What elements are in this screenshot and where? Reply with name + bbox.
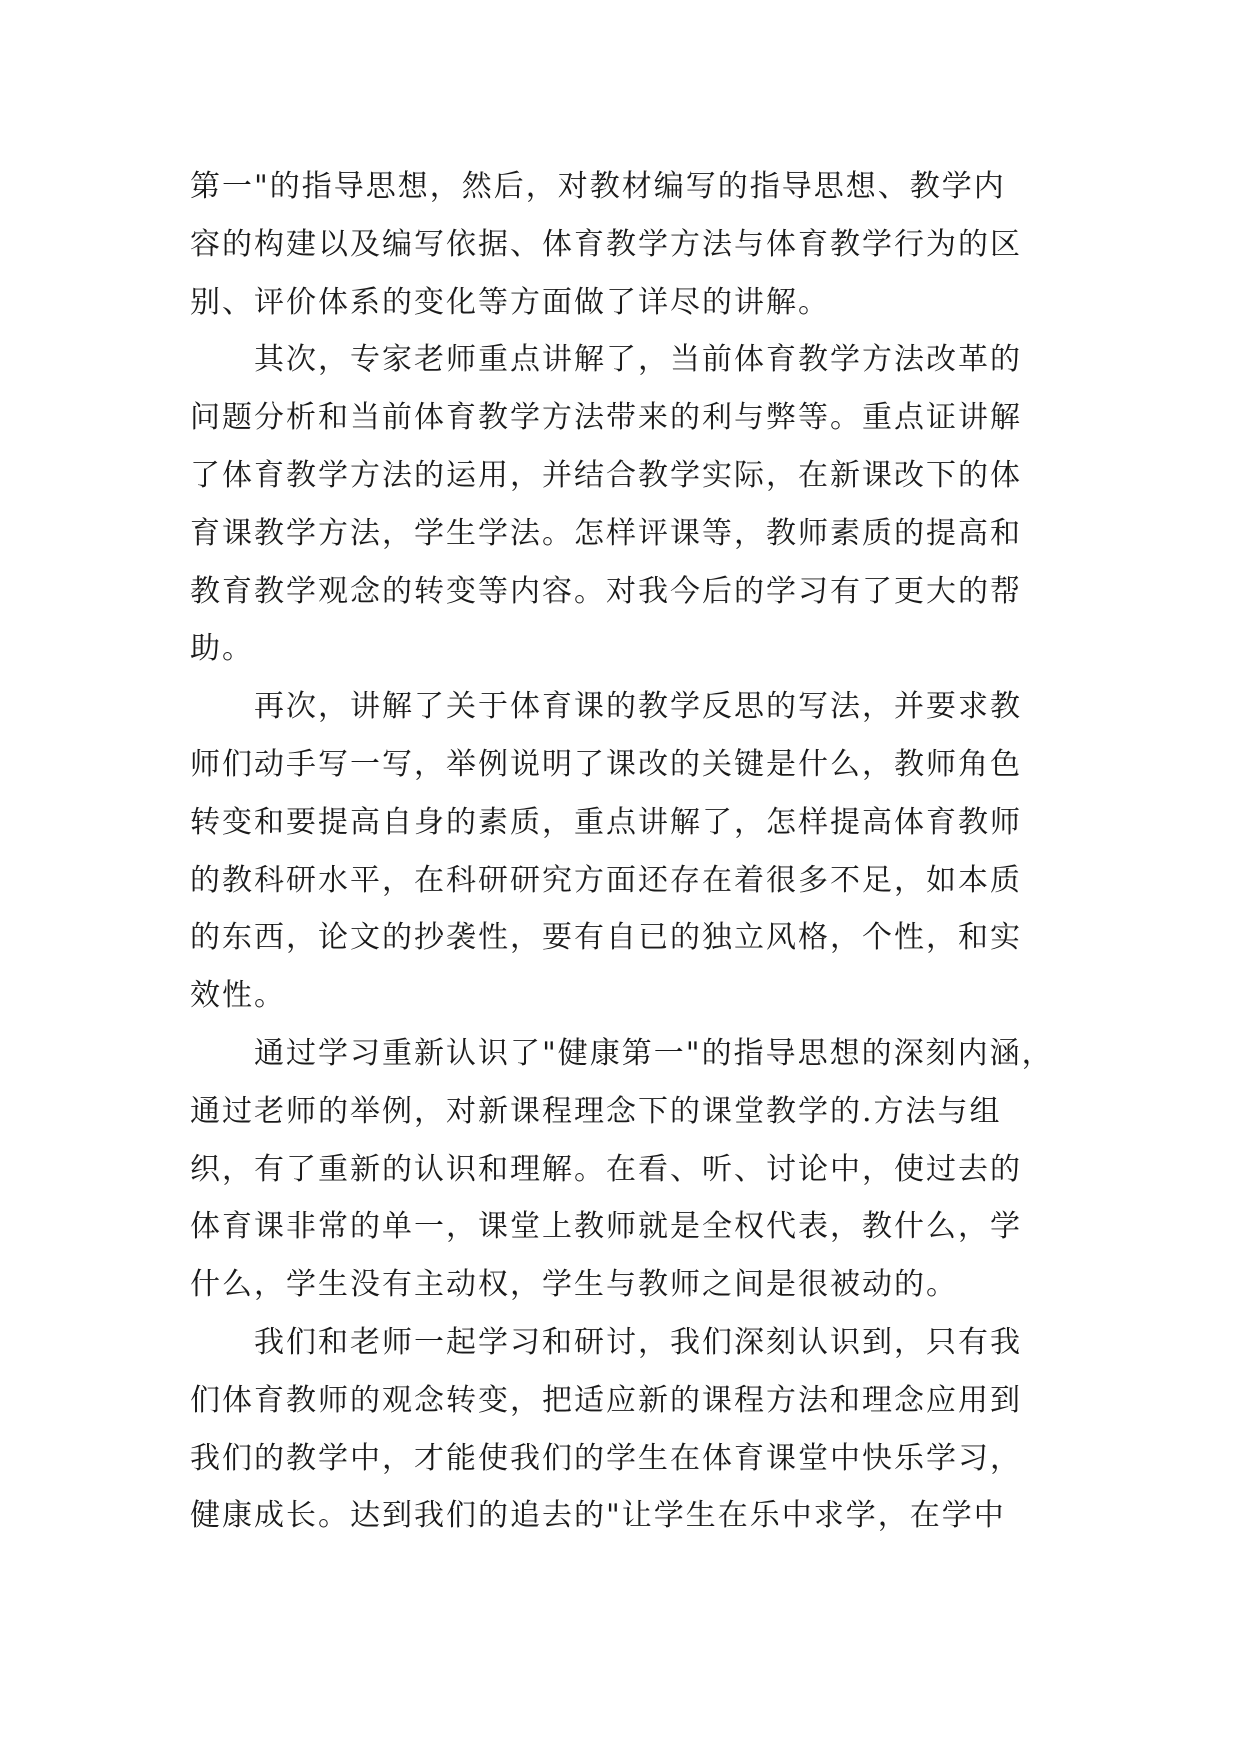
text-line: 的教科研水平，在科研研究方面还存在着很多不足，如本质: [190, 862, 1022, 898]
text-line: 转变和要提高自身的素质，重点讲解了，怎样提高体育教师: [190, 804, 1022, 840]
body-text: [190, 158, 1070, 1545]
text-line: 助。: [190, 631, 254, 667]
text-line: 通过老师的举例，对新课程理念下的课堂教学的.方法与组: [190, 1093, 1002, 1129]
text-line: 别、评价体系的变化等方面做了详尽的讲解。: [190, 284, 830, 320]
text-line: 了体育教学方法的运用，并结合教学实际，在新课改下的体: [190, 457, 1022, 493]
text-line: 教育教学观念的转变等内容。对我今后的学习有了更大的帮: [190, 573, 1022, 609]
text-line: 体育课非常的单一，课堂上教师就是全权代表，教什么，学: [190, 1209, 1022, 1245]
text-line: 容的构建以及编写依据、体育教学方法与体育教学行为的区: [190, 226, 1022, 262]
paragraph-first-line: 其次，专家老师重点讲解了，当前体育教学方法改革的: [254, 342, 1022, 378]
text-line: 育课教学方法，学生学法。怎样评课等，教师素质的提高和: [190, 515, 1022, 551]
paragraph-first-line: 再次，讲解了关于体育课的教学反思的写法，并要求教: [254, 689, 1022, 725]
text-line: 我们的教学中，才能使我们的学生在体育课堂中快乐学习，: [190, 1440, 1022, 1476]
text-line: 第一"的指导思想，然后，对教材编写的指导思想、教学内: [190, 169, 1006, 204]
paragraph-first-line: 我们和老师一起学习和研讨，我们深刻认识到，只有我: [254, 1324, 1022, 1360]
text-line: 们体育教师的观念转变，把适应新的课程方法和理念应用到: [190, 1382, 1022, 1418]
text-line: 织，有了重新的认识和理解。在看、听、讨论中，使过去的: [190, 1151, 1022, 1187]
text-line: 问题分析和当前体育教学方法带来的利与弊等。重点证讲解: [190, 400, 1022, 436]
text-line: 健康成长。达到我们的追去的"让学生在乐中求学，在学中: [190, 1498, 1006, 1534]
text-line: 什么，学生没有主动权，学生与教师之间是很被动的。: [190, 1267, 958, 1303]
text-line: 效性。: [190, 978, 286, 1014]
text-line: 师们动手写一写，举例说明了课改的关键是什么，教师角色: [190, 746, 1022, 782]
paragraph-first-line: 通过学习重新认识了"健康第一"的指导思想的深刻内涵，: [254, 1035, 1054, 1071]
text-line: 的东西，论文的抄袭性，要有自已的独立风格，个性，和实: [190, 920, 1022, 956]
